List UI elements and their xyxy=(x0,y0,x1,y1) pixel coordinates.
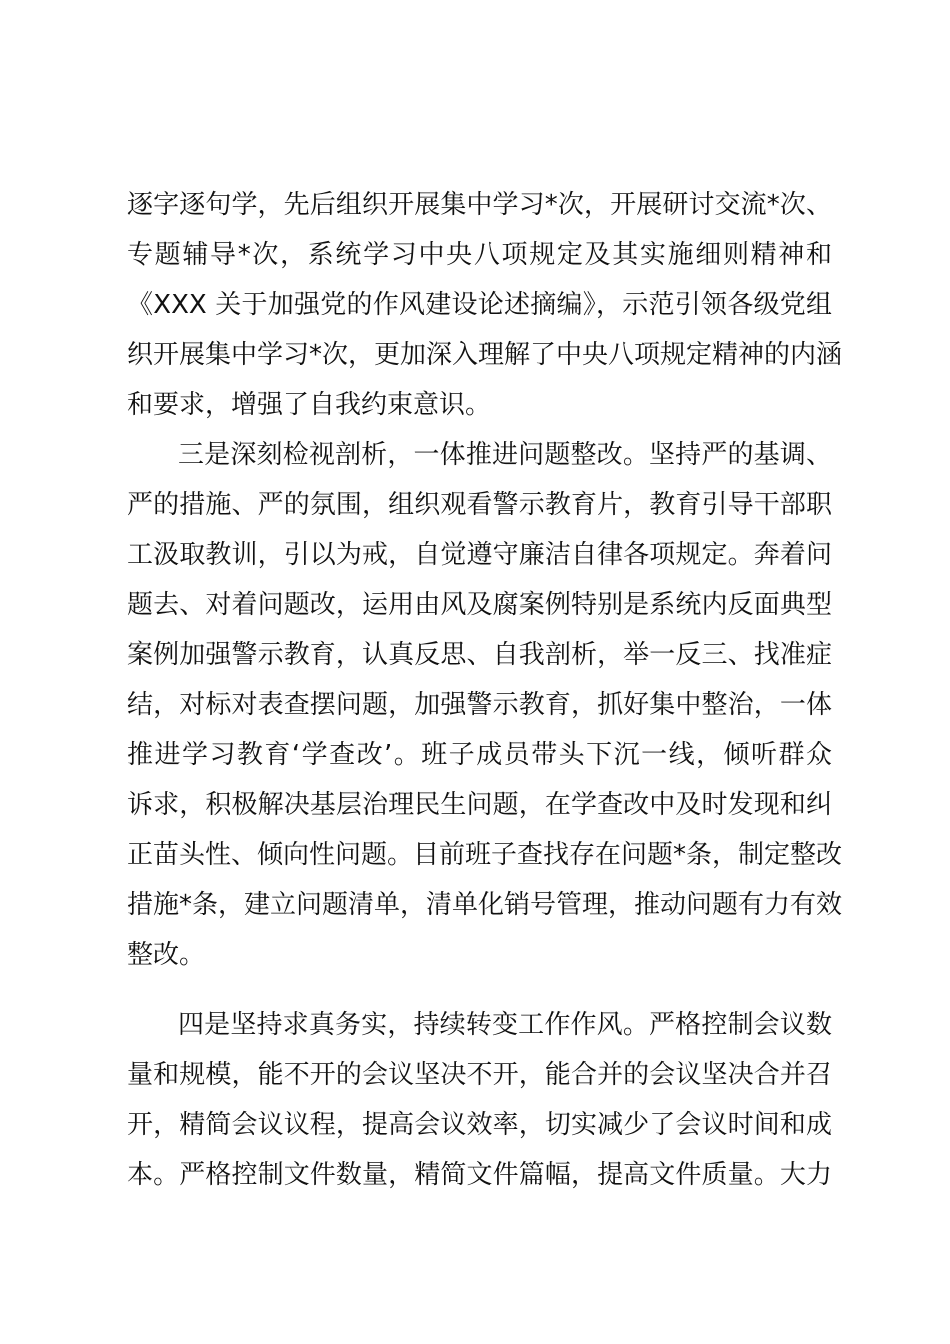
text-line: 题去、对着问题改，运用由风及腐案例特别是系统内反面典型 xyxy=(127,590,832,620)
text-line: 严的措施、严的氛围，组织观看警示教育片，教育引导干部职 xyxy=(127,490,832,520)
text-line: 和要求，增强了自我约束意识。 xyxy=(127,390,492,420)
text-line: 工汲取教训，引以为戒，自觉遵守廉洁自律各项规定。奔着问 xyxy=(127,540,832,570)
text-line: 本。严格控制文件数量，精简文件篇幅，提高文件质量。大力 xyxy=(127,1160,832,1190)
paragraph-heading-line: 四是坚持求真务实，持续转变工作作风。严格控制会议数 xyxy=(178,1010,832,1040)
text-line: 正苗头性、倾向性问题。目前班子查找存在问题*条，制定整改 xyxy=(127,840,843,870)
text-line: 《XXX 关于加强党的作风建设论述摘编》，示范引领各级党组 xyxy=(127,290,832,320)
text-line: 织开展集中学习*次，更加深入理解了中央八项规定精神的内涵 xyxy=(127,340,843,370)
text-line: 措施*条，建立问题清单，清单化销号管理，推动问题有力有效 xyxy=(127,890,843,920)
text-line: 量和规模，能不开的会议坚决不开，能合并的会议坚决合并召 xyxy=(127,1060,832,1090)
text-line: 逐字逐句学，先后组织开展集中学习*次，开展研讨交流*次、 xyxy=(127,190,832,220)
text-line: 诉求，积极解决基层治理民生问题，在学查改中及时发现和纠 xyxy=(127,790,832,820)
text-line: 开，精简会议议程，提高会议效率，切实减少了会议时间和成 xyxy=(127,1110,832,1140)
text-line: 推进学习教育‘学查改’。班子成员带头下沉一线，倾听群众 xyxy=(127,740,832,770)
text-line: 结，对标对表查摆问题，加强警示教育，抓好集中整治，一体 xyxy=(127,690,832,720)
text-line: 整改。 xyxy=(127,940,206,970)
text-line: 案例加强警示教育，认真反思、自我剖析，举一反三、找准症 xyxy=(127,640,832,670)
paragraph-heading-line: 三是深刻检视剖析，一体推进问题整改。坚持严的基调、 xyxy=(178,440,832,470)
text-line: 专题辅导*次，系统学习中央八项规定及其实施细则精神和 xyxy=(127,240,832,270)
